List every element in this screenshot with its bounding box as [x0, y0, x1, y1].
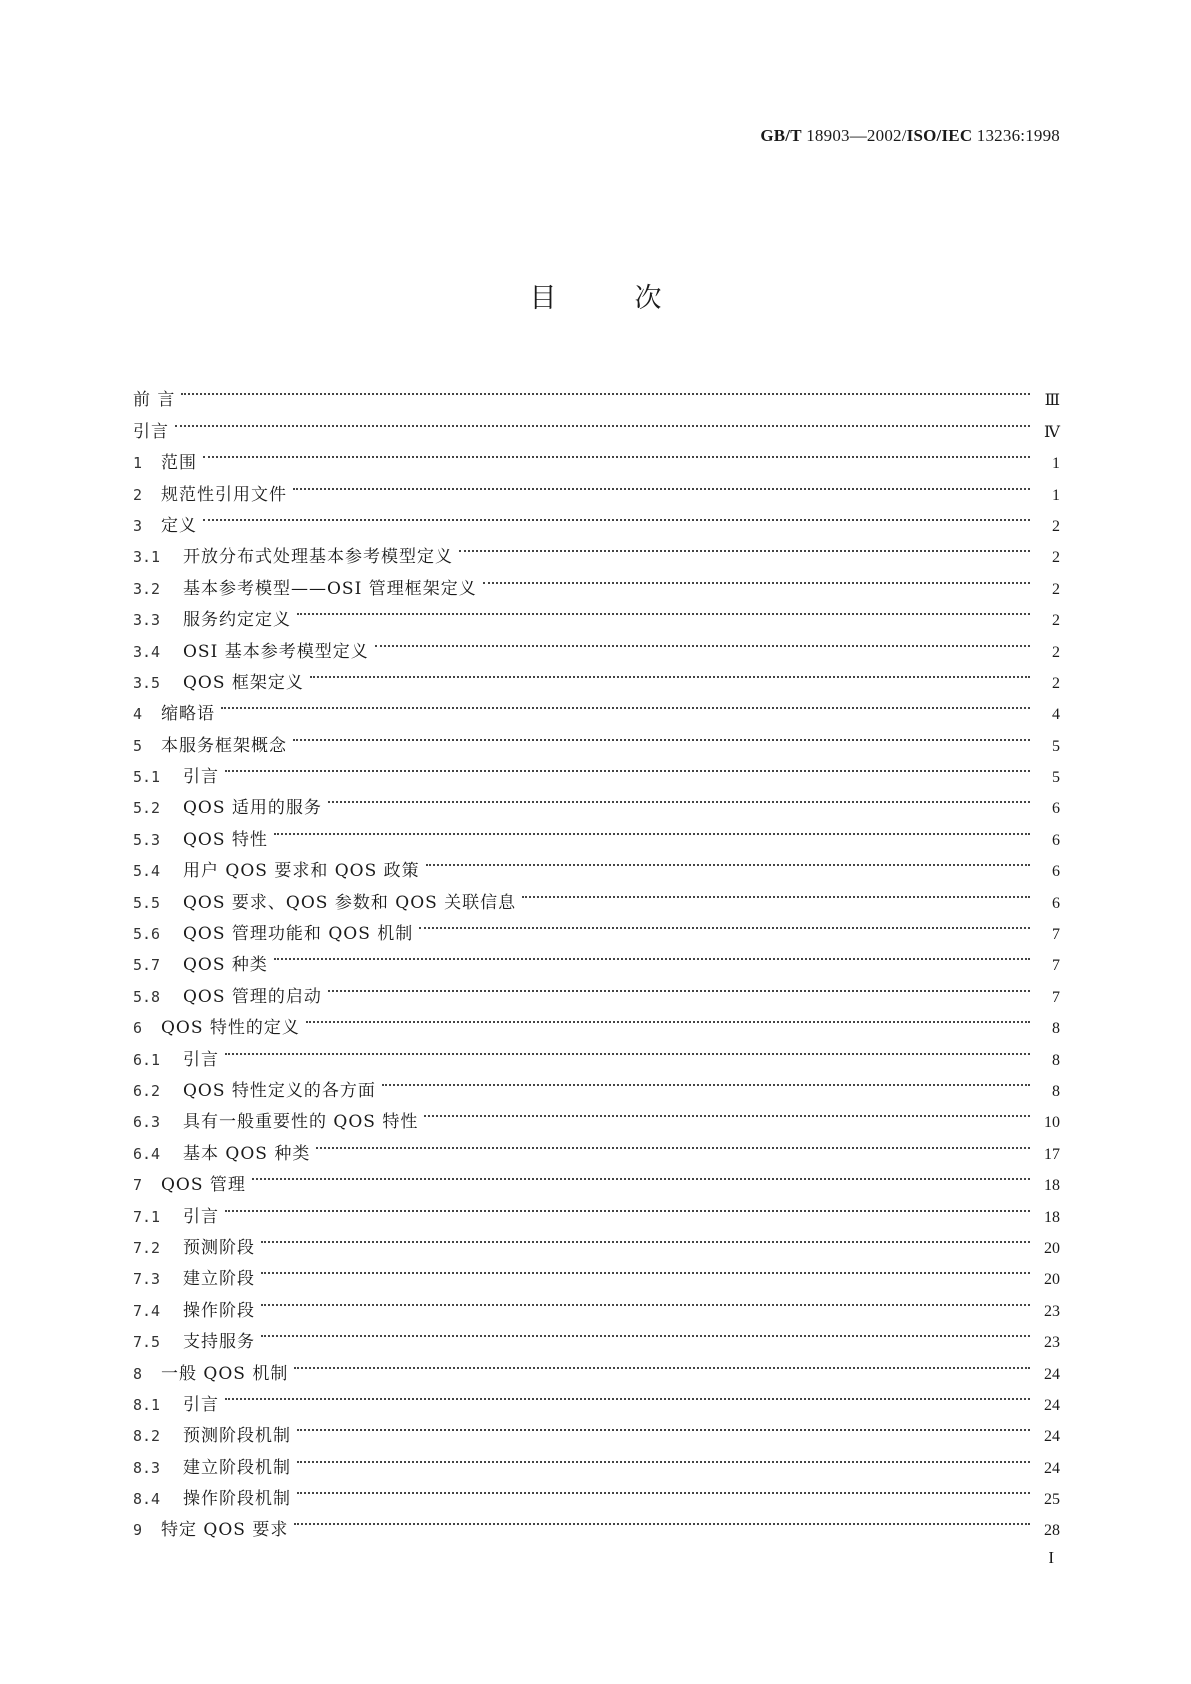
toc-entry-title: OSI 基本参考模型定义	[183, 641, 369, 662]
toc-dot-leader	[225, 751, 1030, 782]
toc-entry-page: 8	[1052, 1020, 1060, 1038]
toc-dot-leader	[297, 594, 1030, 625]
toc-entry-page: 23	[1044, 1302, 1060, 1320]
toc-dot-leader	[328, 782, 1030, 813]
toc-entry-title: 一般 QOS 机制	[161, 1363, 289, 1384]
toc-entry-page: 2	[1052, 549, 1060, 567]
toc-entry-title: 特定 QOS 要求	[161, 1520, 289, 1541]
toc-entry-number: 3.2	[133, 579, 161, 598]
toc-entry-title: 预测阶段	[183, 1237, 255, 1258]
toc-entry-title: 支持服务	[183, 1332, 255, 1353]
toc-entry-title: 操作阶段	[183, 1300, 255, 1321]
toc-entry-number: 3.3	[133, 611, 161, 630]
toc-entry-page: 23	[1044, 1334, 1060, 1352]
toc-entry-number: 8	[133, 1364, 143, 1383]
toc-dot-leader	[297, 1473, 1030, 1504]
toc-entry-title: 基本参考模型——OSI 管理框架定义	[183, 578, 477, 599]
toc-entry-number: 8.3	[133, 1458, 161, 1477]
toc-entry-page: 24	[1044, 1365, 1060, 1383]
toc-entry[interactable]	[133, 719, 1060, 756]
toc-entry-page: Ⅲ	[1044, 392, 1060, 410]
toc-entry-title: 前 言	[133, 390, 176, 411]
toc-entry-number: 5	[133, 736, 143, 755]
toc-entry-title: 规范性引用文件	[161, 484, 287, 505]
toc-entry-page: 1	[1052, 486, 1060, 504]
toc-dot-leader	[261, 1316, 1030, 1347]
toc-entry-page: 24	[1044, 1396, 1060, 1414]
toc-entry-number: 6.3	[133, 1113, 161, 1132]
toc-entry[interactable]	[133, 1033, 1060, 1070]
toc-entry-page: 2	[1052, 517, 1060, 535]
toc-dot-leader	[297, 1410, 1030, 1441]
toc-entry-number: 4	[133, 705, 143, 724]
toc-entry-number: 7	[133, 1176, 143, 1195]
toc-dot-leader	[225, 1379, 1030, 1410]
toc-entry-page: 20	[1044, 1239, 1060, 1257]
toc-entry-number: 6.2	[133, 1081, 161, 1100]
toc-entry-page: 18	[1044, 1208, 1060, 1226]
toc-entry-number: 7.4	[133, 1301, 161, 1320]
toc-entry-page: 20	[1044, 1271, 1060, 1289]
toc-entry[interactable]	[133, 531, 1060, 568]
toc-entry[interactable]	[133, 782, 1060, 819]
toc-entry-number: 2	[133, 485, 143, 504]
toc-entry[interactable]	[133, 1284, 1060, 1321]
toc-entry-title: 范围	[161, 453, 197, 474]
toc-entry-page: 24	[1044, 1428, 1060, 1446]
toc-entry[interactable]	[133, 437, 1060, 474]
toc-entry-number: 5.8	[133, 987, 161, 1006]
toc-entry-page: 2	[1052, 674, 1060, 692]
toc-entry-page: 8	[1052, 1082, 1060, 1100]
toc-entry-title: 用户 QOS 要求和 QOS 政策	[183, 861, 420, 882]
toc-entry-title: 服务约定定义	[183, 610, 291, 631]
toc-dot-leader	[261, 1222, 1030, 1253]
toc-dot-leader	[175, 405, 1030, 436]
toc-dot-leader	[293, 719, 1030, 750]
toc-entry-number: 8.1	[133, 1395, 161, 1414]
toc-entry[interactable]	[133, 1065, 1060, 1101]
toc-entry-number: 3.1	[133, 548, 161, 567]
toc-entry-page: 6	[1052, 894, 1060, 912]
toc-entry-number: 3.5	[133, 673, 161, 692]
toc-dot-leader	[375, 625, 1030, 656]
toc-dot-leader	[310, 657, 1030, 688]
toc-entry-page: 5	[1052, 769, 1060, 787]
toc-dot-leader	[522, 876, 1030, 907]
toc-entry-page: 24	[1044, 1459, 1060, 1477]
toc-entry-title: 预测阶段机制	[183, 1426, 291, 1447]
header-iso-iec: ISO/IEC	[906, 126, 973, 145]
toc-entry[interactable]	[133, 751, 1060, 788]
toc-entry-page: 10	[1044, 1114, 1060, 1132]
toc-entry-number: 5.2	[133, 799, 161, 818]
toc-entry[interactable]	[133, 1347, 1060, 1384]
page-title: 目次	[529, 283, 740, 314]
toc-entry-page: 7	[1052, 988, 1060, 1006]
toc-dot-leader	[424, 1096, 1030, 1127]
toc-entry-page: 17	[1044, 1145, 1060, 1163]
page-number: I	[1048, 1548, 1054, 1567]
toc-entry[interactable]	[133, 1316, 1060, 1353]
toc-entry-title: QOS 特性定义的各方面	[183, 1080, 376, 1101]
toc-dot-leader	[293, 468, 1030, 499]
toc-dot-leader	[221, 688, 1030, 719]
toc-entry-number: 1	[133, 454, 143, 473]
toc-dot-leader	[294, 1504, 1030, 1535]
toc-entry-page: 8	[1052, 1051, 1060, 1069]
toc-dot-leader	[306, 1002, 1030, 1033]
toc-entry[interactable]	[133, 374, 1060, 411]
toc-dot-leader	[261, 1253, 1030, 1284]
toc-entry-title: 引言	[183, 767, 219, 788]
toc-dot-leader	[297, 1441, 1030, 1472]
toc-dot-leader	[483, 562, 1030, 593]
toc-entry-title: 建立阶段机制	[183, 1457, 291, 1478]
toc-entry-title: 定义	[161, 515, 197, 536]
toc-entry[interactable]	[133, 405, 1060, 442]
toc-entry-page: 6	[1052, 831, 1060, 849]
toc-entry-page: 6	[1052, 863, 1060, 881]
toc-dot-leader	[181, 374, 1030, 405]
toc-entry-number: 5.1	[133, 768, 161, 787]
toc-entry-page: 4	[1052, 706, 1060, 724]
toc-dot-leader	[459, 531, 1030, 562]
toc-entry-number: 5.3	[133, 830, 161, 849]
toc-entry-title: QOS 管理的启动	[183, 986, 322, 1007]
toc-entry-number: 8.4	[133, 1490, 161, 1509]
toc-entry-number: 5.6	[133, 925, 161, 944]
table-of-contents	[133, 374, 1060, 1541]
toc-entry-page: 6	[1052, 800, 1060, 818]
toc-entry-number: 8.2	[133, 1427, 161, 1446]
toc-entry-number: 5.7	[133, 956, 161, 975]
toc-entry-page: 1	[1052, 455, 1060, 473]
toc-dot-leader	[203, 437, 1030, 468]
toc-entry[interactable]	[133, 468, 1060, 505]
toc-entry-title: QOS 管理	[161, 1175, 246, 1196]
toc-entry-page: 7	[1052, 926, 1060, 944]
toc-entry-title: 引言	[183, 1049, 219, 1070]
toc-entry-page: 25	[1044, 1491, 1060, 1509]
toc-entry-page: 5	[1052, 737, 1060, 755]
toc-entry-title: 具有一般重要性的 QOS 特性	[183, 1112, 419, 1133]
toc-entry-number: 6	[133, 1019, 143, 1038]
toc-entry-number: 5.5	[133, 893, 161, 912]
toc-entry-title: QOS 种类	[183, 955, 268, 976]
toc-entry-title: 引言	[183, 1206, 219, 1227]
toc-dot-leader	[426, 845, 1030, 876]
toc-entry-title: 开放分布式处理基本参考模型定义	[183, 547, 453, 568]
toc-entry-page: 2	[1052, 643, 1060, 661]
toc-entry-number: 7.3	[133, 1270, 161, 1289]
toc-entry-title: 引言	[133, 421, 169, 442]
toc-entry[interactable]	[133, 1410, 1060, 1447]
toc-entry-title: QOS 要求、QOS 参数和 QOS 关联信息	[183, 892, 517, 913]
toc-entry-number: 3	[133, 516, 143, 535]
toc-entry[interactable]	[133, 1222, 1060, 1258]
toc-dot-leader	[274, 813, 1030, 844]
toc-dot-leader	[382, 1065, 1030, 1096]
toc-entry-number: 9	[133, 1521, 143, 1540]
toc-entry-number: 5.4	[133, 862, 161, 881]
toc-dot-leader	[225, 1033, 1030, 1064]
toc-entry-page: 7	[1052, 957, 1060, 975]
toc-entry-page: 2	[1052, 612, 1060, 630]
standard-number-header	[760, 126, 1060, 146]
toc-dot-leader	[419, 908, 1030, 939]
toc-dot-leader	[203, 500, 1030, 531]
toc-entry-page: 18	[1044, 1177, 1060, 1195]
header-iso-number: 13236:1998	[976, 126, 1060, 145]
toc-entry-number: 3.4	[133, 642, 161, 661]
toc-entry-page: 28	[1044, 1522, 1060, 1540]
toc-entry[interactable]	[133, 1379, 1060, 1415]
toc-entry-page: 2	[1052, 580, 1060, 598]
toc-entry-number: 6.1	[133, 1050, 161, 1069]
toc-entry-number: 7.5	[133, 1333, 161, 1352]
toc-entry[interactable]	[133, 1190, 1060, 1227]
toc-entry-title: 引言	[183, 1394, 219, 1415]
toc-entry-title: QOS 框架定义	[183, 672, 304, 693]
header-gb-t: GB/T	[760, 126, 802, 145]
toc-entry[interactable]	[133, 688, 1060, 725]
toc-dot-leader	[274, 939, 1030, 970]
toc-dot-leader	[252, 1159, 1030, 1190]
toc-entry-page: Ⅳ	[1044, 423, 1060, 441]
toc-dot-leader	[225, 1190, 1030, 1221]
toc-entry[interactable]	[133, 1159, 1060, 1196]
toc-entry-number: 7.1	[133, 1207, 161, 1226]
toc-entry-title: 操作阶段机制	[183, 1489, 291, 1510]
toc-entry-number: 7.2	[133, 1238, 161, 1257]
toc-entry-title: QOS 特性	[183, 829, 268, 850]
toc-dot-leader	[261, 1284, 1030, 1315]
header-gb-number: 18903—2002/	[806, 126, 907, 145]
toc-entry-title: QOS 管理功能和 QOS 机制	[183, 924, 414, 945]
toc-dot-leader	[294, 1347, 1030, 1378]
toc-entry[interactable]	[133, 1253, 1060, 1290]
toc-entry-title: 基本 QOS 种类	[183, 1143, 311, 1164]
toc-entry-title: 本服务框架概念	[161, 735, 287, 756]
toc-entry-title: QOS 特性的定义	[161, 1018, 300, 1039]
toc-dot-leader	[328, 970, 1030, 1001]
toc-entry[interactable]	[133, 500, 1060, 536]
toc-entry-number: 6.4	[133, 1144, 161, 1163]
toc-entry-title: 建立阶段	[183, 1269, 255, 1290]
toc-dot-leader	[316, 1127, 1030, 1158]
toc-entry-title: 缩略语	[161, 704, 215, 725]
toc-entry-title: QOS 适用的服务	[183, 798, 322, 819]
